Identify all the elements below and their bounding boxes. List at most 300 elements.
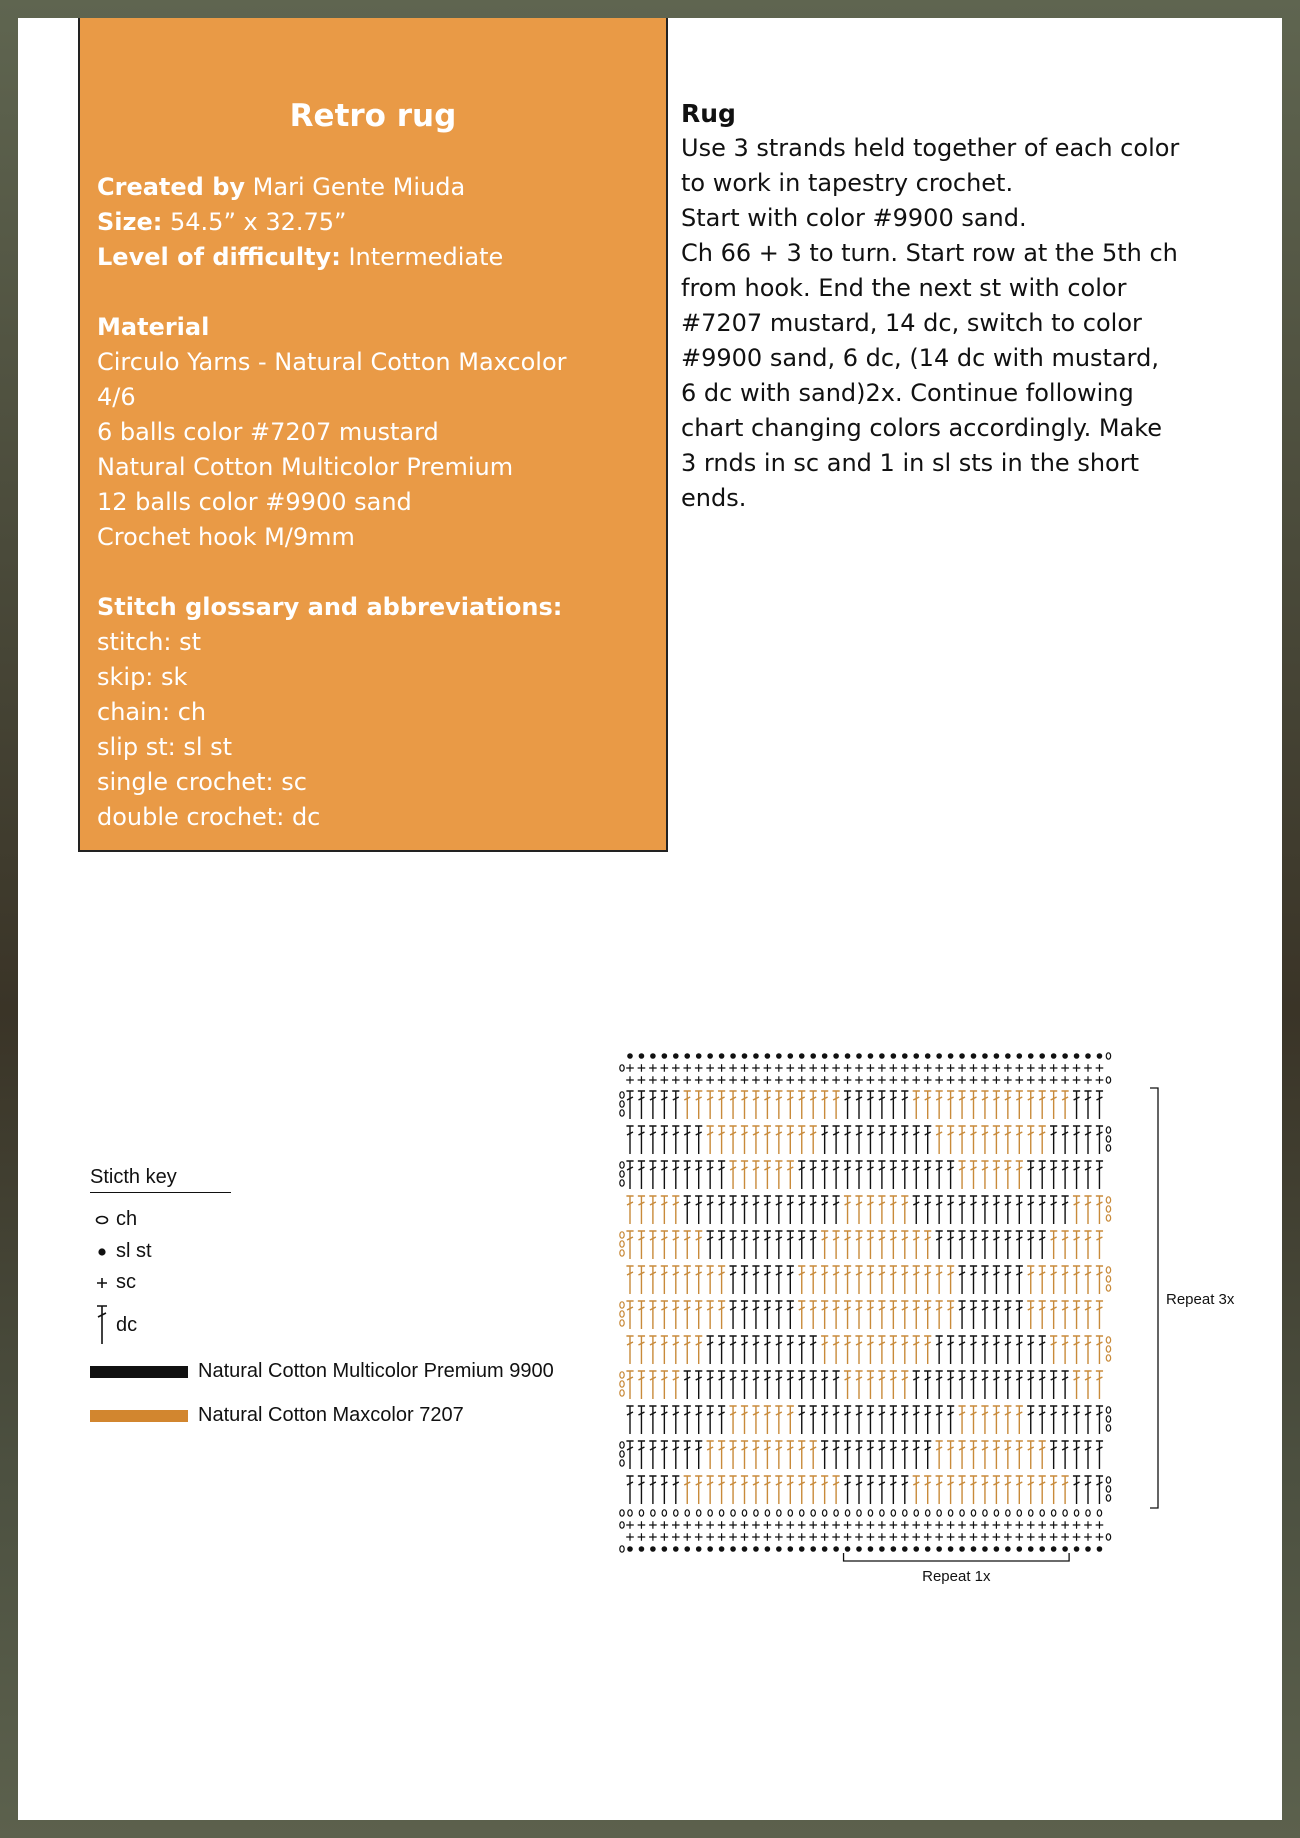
double-crochet-symbol (661, 1231, 668, 1259)
slip-stitch-symbol (971, 1053, 977, 1059)
single-crochet-symbol (832, 1533, 840, 1541)
single-crochet-symbol (741, 1533, 749, 1541)
double-crochet-symbol (844, 1441, 851, 1469)
double-crochet-symbol (764, 1441, 771, 1469)
double-crochet-symbol (707, 1371, 714, 1399)
single-crochet-symbol (683, 1521, 691, 1529)
single-crochet-symbol (1073, 1533, 1081, 1541)
single-crochet-symbol (787, 1076, 795, 1084)
double-crochet-symbol (638, 1161, 645, 1189)
key-label: sc (116, 1271, 136, 1293)
repeat-vertical-label: Repeat 3x (1166, 1291, 1235, 1308)
chain-symbol (620, 1390, 624, 1396)
single-crochet-symbol (672, 1521, 680, 1529)
double-crochet-symbol (1027, 1231, 1034, 1259)
double-crochet-symbol (1084, 1196, 1091, 1224)
chain-symbol (868, 1510, 872, 1516)
slip-stitch-symbol (799, 1546, 805, 1552)
double-crochet-symbol (1084, 1266, 1091, 1294)
double-crochet-symbol (867, 1231, 874, 1259)
double-crochet-symbol (1084, 1406, 1091, 1434)
single-crochet-symbol (924, 1076, 932, 1084)
double-crochet-symbol (729, 1371, 736, 1399)
double-crochet-symbol (833, 1371, 840, 1399)
double-crochet-symbol (947, 1126, 954, 1154)
slip-stitch-symbol (639, 1053, 645, 1059)
double-crochet-symbol (695, 1301, 702, 1329)
double-crochet-symbol (1039, 1196, 1046, 1224)
single-crochet-symbol (787, 1533, 795, 1541)
double-crochet-symbol (947, 1476, 954, 1504)
double-crochet-symbol (695, 1231, 702, 1259)
single-crochet-symbol (626, 1076, 634, 1084)
chain-symbol (620, 1180, 624, 1186)
double-crochet-symbol (695, 1371, 702, 1399)
single-crochet-symbol (947, 1064, 955, 1072)
double-crochet-symbol (981, 1196, 988, 1224)
double-crochet-symbol (638, 1231, 645, 1259)
double-crochet-symbol (638, 1336, 645, 1364)
double-crochet-symbol (936, 1231, 943, 1259)
double-crochet-symbol (695, 1091, 702, 1119)
single-crochet-symbol (741, 1064, 749, 1072)
double-crochet-symbol (1039, 1441, 1046, 1469)
single-crochet-symbol (1073, 1076, 1081, 1084)
instruction-line: ends. (681, 484, 747, 512)
double-crochet-symbol (626, 1406, 633, 1434)
double-crochet-symbol (1016, 1301, 1023, 1329)
double-crochet-symbol (947, 1231, 954, 1259)
double-crochet-symbol (867, 1091, 874, 1119)
single-crochet-symbol (1038, 1521, 1046, 1529)
instruction-line: Start with color #9900 sand. (681, 204, 1027, 232)
chain-symbol (754, 1510, 758, 1516)
double-crochet-symbol (810, 1196, 817, 1224)
double-crochet-symbol (821, 1371, 828, 1399)
double-crochet-symbol (821, 1161, 828, 1189)
chain-symbol (1106, 1276, 1110, 1282)
single-crochet-symbol (638, 1533, 646, 1541)
double-crochet-symbol (947, 1196, 954, 1224)
double-crochet-symbol (1084, 1091, 1091, 1119)
double-crochet-symbol (787, 1161, 794, 1189)
double-crochet-symbol (810, 1371, 817, 1399)
double-crochet-symbol (1050, 1476, 1057, 1504)
chain-symbol (788, 1510, 792, 1516)
chain-symbol (620, 1442, 624, 1448)
double-crochet-symbol (1050, 1441, 1057, 1469)
double-crochet-symbol (1062, 1301, 1069, 1329)
chain-symbol (1106, 1486, 1110, 1492)
chain-symbol (822, 1510, 826, 1516)
double-crochet-symbol (810, 1091, 817, 1119)
single-crochet-symbol (1004, 1076, 1012, 1084)
double-crochet-symbol (626, 1336, 633, 1364)
double-crochet-symbol (1004, 1371, 1011, 1399)
double-crochet-symbol (1073, 1231, 1080, 1259)
double-crochet-symbol (970, 1371, 977, 1399)
single-crochet-symbol (1016, 1533, 1024, 1541)
double-crochet-symbol (913, 1406, 920, 1434)
double-crochet-symbol (798, 1231, 805, 1259)
single-crochet-symbol (695, 1533, 703, 1541)
double-crochet-symbol (981, 1406, 988, 1434)
double-crochet-symbol (707, 1441, 714, 1469)
double-crochet-symbol (1004, 1441, 1011, 1469)
slip-stitch-symbol (662, 1053, 668, 1059)
chain-symbol (1017, 1510, 1021, 1516)
double-crochet-symbol (729, 1476, 736, 1504)
instruction-line: Use 3 strands held together of each color (681, 134, 1180, 162)
slip-stitch-symbol (833, 1546, 839, 1552)
double-crochet-symbol (844, 1196, 851, 1224)
double-crochet-symbol (1004, 1196, 1011, 1224)
double-crochet-symbol (981, 1161, 988, 1189)
double-crochet-symbol (1016, 1196, 1023, 1224)
double-crochet-symbol (1027, 1301, 1034, 1329)
single-crochet-symbol (752, 1076, 760, 1084)
chain-symbol (983, 1510, 987, 1516)
chain-symbol (1063, 1510, 1067, 1516)
double-crochet-symbol (855, 1441, 862, 1469)
double-crochet-symbol (878, 1336, 885, 1364)
double-crochet-symbol (798, 1161, 805, 1189)
single-crochet-symbol (706, 1076, 714, 1084)
double-crochet-symbol (798, 1091, 805, 1119)
double-crochet-symbol (649, 1371, 656, 1399)
single-crochet-symbol (729, 1521, 737, 1529)
slip-stitch-symbol (913, 1546, 919, 1552)
glossary-line: skip: sk (97, 663, 188, 691)
glossary-line: slip st: sl st (97, 733, 233, 761)
double-crochet-symbol (993, 1091, 1000, 1119)
chain-symbol (708, 1510, 712, 1516)
chain-symbol (1106, 1206, 1110, 1212)
chain-symbol (914, 1510, 918, 1516)
slip-stitch-symbol (810, 1053, 816, 1059)
key-label: ch (116, 1208, 138, 1230)
chain-symbol (1106, 1145, 1110, 1151)
double-crochet-symbol (810, 1441, 817, 1469)
double-crochet-symbol (1062, 1441, 1069, 1469)
double-crochet-symbol (1073, 1091, 1080, 1119)
slip-stitch-symbol (719, 1546, 725, 1552)
slip-stitch-symbol (1028, 1546, 1034, 1552)
double-crochet-symbol (1027, 1406, 1034, 1434)
double-crochet-symbol (855, 1336, 862, 1364)
chain-symbol (620, 1451, 624, 1457)
double-crochet-symbol (821, 1196, 828, 1224)
double-crochet-symbol (913, 1126, 920, 1154)
slip-stitch-symbol (753, 1546, 759, 1552)
double-crochet-symbol (661, 1371, 668, 1399)
double-crochet-symbol (1039, 1301, 1046, 1329)
double-crochet-symbol (1096, 1441, 1103, 1469)
double-crochet-symbol (890, 1476, 897, 1504)
double-crochet-symbol (672, 1231, 679, 1259)
double-crochet-symbol (913, 1266, 920, 1294)
single-crochet-symbol (741, 1521, 749, 1529)
double-crochet-symbol (1084, 1476, 1091, 1504)
slip-stitch-symbol (684, 1053, 690, 1059)
chain-symbol (1106, 1407, 1110, 1413)
double-crochet-symbol (901, 1091, 908, 1119)
double-crochet-symbol (638, 1196, 645, 1224)
double-crochet-symbol (890, 1196, 897, 1224)
double-crochet-symbol (764, 1336, 771, 1364)
material-line: 4/6 (97, 383, 136, 411)
double-crochet-symbol (1027, 1336, 1034, 1364)
double-crochet-symbol (775, 1336, 782, 1364)
chain-symbol (1051, 1510, 1055, 1516)
single-crochet-symbol (661, 1533, 669, 1541)
double-crochet-symbol (672, 1196, 679, 1224)
repeat-horizontal-bracket (844, 1553, 1070, 1561)
single-crochet-symbol (1084, 1521, 1092, 1529)
double-crochet-symbol (752, 1371, 759, 1399)
double-crochet-symbol (981, 1301, 988, 1329)
double-crochet-symbol (867, 1266, 874, 1294)
chain-symbol (742, 1510, 746, 1516)
slip-stitch-symbol (833, 1053, 839, 1059)
single-crochet-symbol (695, 1521, 703, 1529)
double-crochet-symbol (695, 1441, 702, 1469)
double-crochet-symbol (970, 1266, 977, 1294)
single-crochet-symbol (752, 1064, 760, 1072)
double-crochet-symbol (1050, 1091, 1057, 1119)
material-line: Natural Cotton Multicolor Premium (97, 453, 514, 481)
double-crochet-symbol (993, 1161, 1000, 1189)
single-crochet-symbol (809, 1521, 817, 1529)
glossary-line: chain: ch (97, 698, 207, 726)
double-crochet-symbol (752, 1161, 759, 1189)
single-crochet-symbol (638, 1064, 646, 1072)
single-crochet-symbol (809, 1076, 817, 1084)
double-crochet-symbol (913, 1231, 920, 1259)
slip-stitch-symbol (788, 1546, 794, 1552)
double-crochet-symbol (1039, 1476, 1046, 1504)
double-crochet-symbol (672, 1406, 679, 1434)
double-crochet-symbol (741, 1336, 748, 1364)
double-crochet-symbol (729, 1336, 736, 1364)
double-crochet-symbol (798, 1441, 805, 1469)
double-crochet-symbol (752, 1301, 759, 1329)
double-crochet-symbol (901, 1336, 908, 1364)
chain-symbol (1106, 1285, 1110, 1291)
double-crochet-symbol (947, 1371, 954, 1399)
single-crochet-symbol (683, 1533, 691, 1541)
slip-stitch-symbol (936, 1053, 942, 1059)
double-crochet-symbol (764, 1091, 771, 1119)
double-crochet-symbol (947, 1266, 954, 1294)
size-label: Size: (97, 208, 163, 236)
double-crochet-symbol (787, 1476, 794, 1504)
double-crochet-symbol (958, 1406, 965, 1434)
double-crochet-symbol (1016, 1406, 1023, 1434)
pattern-title: Retro rug (289, 98, 457, 134)
double-crochet-symbol (970, 1126, 977, 1154)
double-crochet-symbol (707, 1406, 714, 1434)
instruction-line: 6 dc with sand)2x. Continue following (681, 379, 1134, 407)
double-crochet-symbol (981, 1231, 988, 1259)
slip-stitch-symbol (902, 1053, 908, 1059)
slip-stitch-symbol (1051, 1546, 1057, 1552)
material-line: Crochet hook M/9mm (97, 523, 355, 551)
double-crochet-symbol (707, 1476, 714, 1504)
double-crochet-symbol (1084, 1161, 1091, 1189)
single-crochet-symbol (981, 1076, 989, 1084)
single-crochet-symbol (890, 1533, 898, 1541)
double-crochet-symbol (947, 1091, 954, 1119)
double-crochet-symbol (958, 1336, 965, 1364)
double-crochet-symbol (1039, 1161, 1046, 1189)
single-crochet-symbol (958, 1533, 966, 1541)
glossary-line: stitch: st (97, 628, 202, 656)
double-crochet-symbol (741, 1231, 748, 1259)
double-crochet-symbol (1027, 1266, 1034, 1294)
double-crochet-symbol (878, 1476, 885, 1504)
double-crochet-symbol (970, 1231, 977, 1259)
single-crochet-symbol (1050, 1533, 1058, 1541)
double-crochet-symbol (913, 1441, 920, 1469)
double-crochet-symbol (718, 1371, 725, 1399)
double-crochet-symbol (1073, 1336, 1080, 1364)
double-crochet-symbol (867, 1196, 874, 1224)
double-crochet-symbol (741, 1196, 748, 1224)
double-crochet-symbol (684, 1231, 691, 1259)
double-crochet-symbol (729, 1161, 736, 1189)
single-crochet-symbol (878, 1076, 886, 1084)
double-crochet-symbol (718, 1231, 725, 1259)
double-crochet-symbol (626, 1091, 633, 1119)
single-crochet-symbol (867, 1064, 875, 1072)
double-crochet-symbol (1039, 1371, 1046, 1399)
slip-stitch-symbol (925, 1053, 931, 1059)
double-crochet-symbol (661, 1126, 668, 1154)
double-crochet-symbol (878, 1441, 885, 1469)
single-crochet-symbol (649, 1533, 657, 1541)
slip-stitch-symbol (856, 1053, 862, 1059)
slip-stitch-symbol (673, 1546, 679, 1552)
single-crochet-symbol (1004, 1521, 1012, 1529)
slip-stitch-symbol (753, 1053, 759, 1059)
double-crochet-symbol (695, 1161, 702, 1189)
double-crochet-symbol (1062, 1371, 1069, 1399)
double-crochet-symbol (729, 1266, 736, 1294)
double-crochet-symbol (1084, 1301, 1091, 1329)
single-crochet-symbol (638, 1076, 646, 1084)
double-crochet-symbol (867, 1301, 874, 1329)
chain-symbol (1029, 1510, 1033, 1516)
single-crochet-symbol (935, 1076, 943, 1084)
single-crochet-symbol (878, 1064, 886, 1072)
double-crochet-symbol (821, 1476, 828, 1504)
slip-stitch-symbol (662, 1546, 668, 1552)
single-crochet-symbol (752, 1533, 760, 1541)
double-crochet-symbol (958, 1441, 965, 1469)
double-crochet-symbol (1073, 1161, 1080, 1189)
single-crochet-symbol (1061, 1076, 1069, 1084)
double-crochet-symbol (638, 1091, 645, 1119)
instruction-line: #9900 sand, 6 dc, (14 dc with mustard, (681, 344, 1159, 372)
chain-symbol (1106, 1077, 1110, 1083)
double-crochet-symbol (890, 1091, 897, 1119)
single-crochet-symbol (764, 1521, 772, 1529)
double-crochet-symbol (1062, 1476, 1069, 1504)
double-crochet-symbol (855, 1406, 862, 1434)
slip-stitch-symbol (1017, 1053, 1023, 1059)
double-crochet-symbol (1039, 1126, 1046, 1154)
single-crochet-symbol (1050, 1076, 1058, 1084)
slip-stitch-symbol (856, 1546, 862, 1552)
slip-stitch-symbol (1097, 1053, 1103, 1059)
double-crochet-symbol (958, 1126, 965, 1154)
double-crochet-symbol (993, 1196, 1000, 1224)
double-crochet-symbol (958, 1371, 965, 1399)
slip-stitch-symbol (799, 1053, 805, 1059)
single-crochet-symbol (855, 1076, 863, 1084)
double-crochet-symbol (707, 1091, 714, 1119)
double-crochet-symbol (741, 1441, 748, 1469)
double-crochet-symbol (890, 1161, 897, 1189)
double-crochet-symbol (661, 1406, 668, 1434)
double-crochet-symbol (1027, 1196, 1034, 1224)
double-crochet-symbol (821, 1231, 828, 1259)
double-crochet-symbol (981, 1476, 988, 1504)
double-crochet-symbol (718, 1301, 725, 1329)
double-crochet-symbol (913, 1476, 920, 1504)
double-crochet-symbol (981, 1266, 988, 1294)
double-crochet-symbol (810, 1476, 817, 1504)
double-crochet-symbol (684, 1266, 691, 1294)
single-crochet-symbol (729, 1076, 737, 1084)
double-crochet-symbol (1004, 1336, 1011, 1364)
double-crochet-symbol (752, 1336, 759, 1364)
double-crochet-symbol (718, 1441, 725, 1469)
double-crochet-symbol (661, 1301, 668, 1329)
chain-symbol (777, 1510, 781, 1516)
double-crochet-symbol (626, 1161, 633, 1189)
double-crochet-symbol (707, 1196, 714, 1224)
double-crochet-symbol (1027, 1126, 1034, 1154)
slip-stitch-symbol (822, 1053, 828, 1059)
double-crochet-symbol (1016, 1266, 1023, 1294)
double-crochet-symbol (833, 1336, 840, 1364)
single-crochet-symbol (821, 1064, 829, 1072)
double-crochet-symbol (855, 1161, 862, 1189)
single-crochet-symbol (787, 1064, 795, 1072)
double-crochet-symbol (1062, 1091, 1069, 1119)
chain-symbol (620, 1110, 624, 1116)
single-crochet-symbol (809, 1533, 817, 1541)
double-crochet-symbol (1016, 1161, 1023, 1189)
double-crochet-symbol (626, 1196, 633, 1224)
slip-stitch-symbol (845, 1546, 851, 1552)
double-crochet-symbol (1084, 1126, 1091, 1154)
double-crochet-symbol (993, 1301, 1000, 1329)
double-crochet-symbol (810, 1161, 817, 1189)
single-crochet-symbol (1073, 1521, 1081, 1529)
single-crochet-symbol (935, 1533, 943, 1541)
double-crochet-symbol (764, 1126, 771, 1154)
single-crochet-symbol (1096, 1076, 1104, 1084)
double-crochet-symbol (1096, 1476, 1103, 1504)
chain-symbol (800, 1510, 804, 1516)
double-crochet-symbol (901, 1371, 908, 1399)
double-crochet-symbol (844, 1231, 851, 1259)
double-crochet-symbol (1027, 1161, 1034, 1189)
slip-stitch-symbol (1039, 1053, 1045, 1059)
